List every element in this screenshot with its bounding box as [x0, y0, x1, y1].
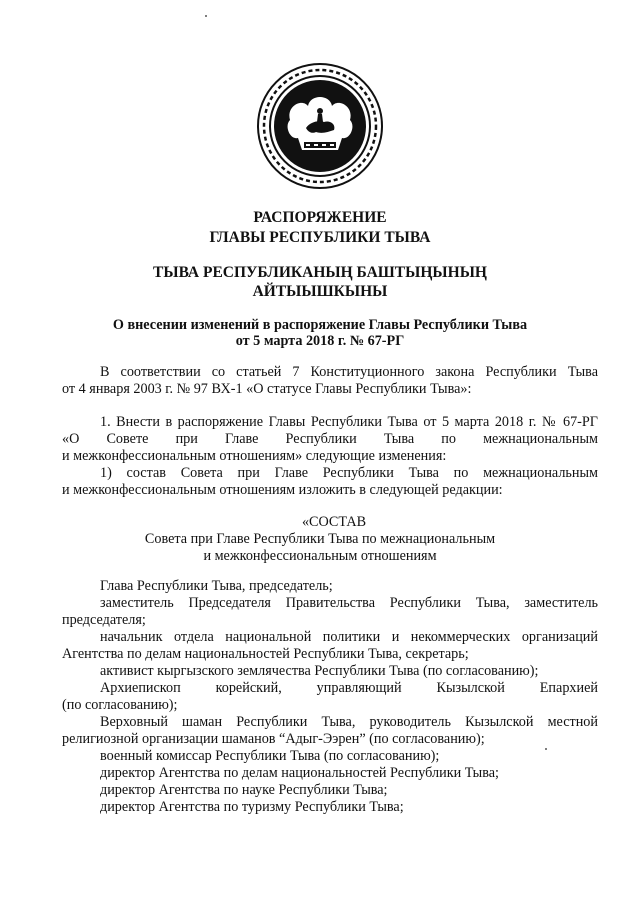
- item-1-line: 1. Внести в распоряжение Главы Республики Тыва от 5 марта 2018 г. № 67-РГ: [100, 414, 598, 430]
- item-1-line: «О Совете при Главе Республики Тыва по межнациональным: [62, 431, 598, 447]
- tuva-emblem-icon: [256, 62, 384, 190]
- member-item: Агентства по делам национальностей Республики Тыва, секретарь;: [62, 646, 469, 662]
- tuvan-title: ТЫВА РЕСПУБЛИКАНЫҢ БАШТЫҢЫНЫҢ: [153, 264, 487, 281]
- member-item: директор Агентства по науке Республики Тыва;: [100, 782, 388, 798]
- member-item: военный комиссар Республики Тыва (по согласованию);: [100, 748, 440, 764]
- subitem-1-line: 1) состав Совета при Главе Республики Тыва по межнациональным: [100, 465, 598, 481]
- composition-subtitle: Совета при Главе Республики Тыва по межнациональным: [144, 531, 496, 547]
- member-item: директор Агентства по делам национальностей Республики Тыва;: [100, 765, 499, 781]
- member-item: заместитель Председателя Правительства Республики Тыва, заместитель: [100, 595, 598, 611]
- member-item: (по согласованию);: [62, 697, 178, 713]
- document-title: РАСПОРЯЖЕНИЕ: [253, 209, 387, 226]
- subject-heading-date: от 5 марта 2018 г. № 67-РГ: [235, 333, 405, 349]
- tuvan-title-line2: АЙТЫЫШКЫНЫ: [252, 283, 388, 300]
- member-item: Верховный шаман Республики Тыва, руководитель Кызылской местной: [100, 714, 598, 730]
- item-1-line: и межконфессиональным отношениям» следующие изменения:: [62, 448, 447, 464]
- member-item: религиозной организации шаманов “Адыг-Ээрен” (по согласованию);: [62, 731, 485, 747]
- document-title-issuer: ГЛАВЫ РЕСПУБЛИКИ ТЫВА: [209, 229, 431, 246]
- member-item: начальник отдела национальной политики и некоммерческих организаций: [100, 629, 598, 645]
- composition-title: «СОСТАВ: [301, 514, 367, 530]
- preamble-line: от 4 января 2003 г. № 97 ВХ-1 «О статусе Главы Республики Тыва»:: [62, 381, 472, 397]
- composition-subtitle: и межконфессиональным отношениям: [203, 548, 437, 564]
- member-item: активист кыргызского землячества Республики Тыва (по согласованию);: [100, 663, 539, 679]
- member-item: директор Агентства по туризму Республики Тыва;: [100, 799, 404, 815]
- preamble-line: В соответствии со статьей 7 Конституционного закона Республики Тыва: [100, 364, 598, 380]
- subject-heading: О внесении изменений в распоряжение Главы Республики Тыва: [112, 317, 528, 333]
- subitem-1-line: и межконфессиональным отношениям изложить в следующей редакции:: [62, 482, 503, 498]
- member-item: председателя;: [62, 612, 146, 628]
- member-item: Архиепископ корейский, управляющий Кызылской Епархией: [100, 680, 598, 696]
- member-item: Глава Республики Тыва, председатель;: [100, 578, 333, 594]
- scan-speck: [205, 15, 207, 17]
